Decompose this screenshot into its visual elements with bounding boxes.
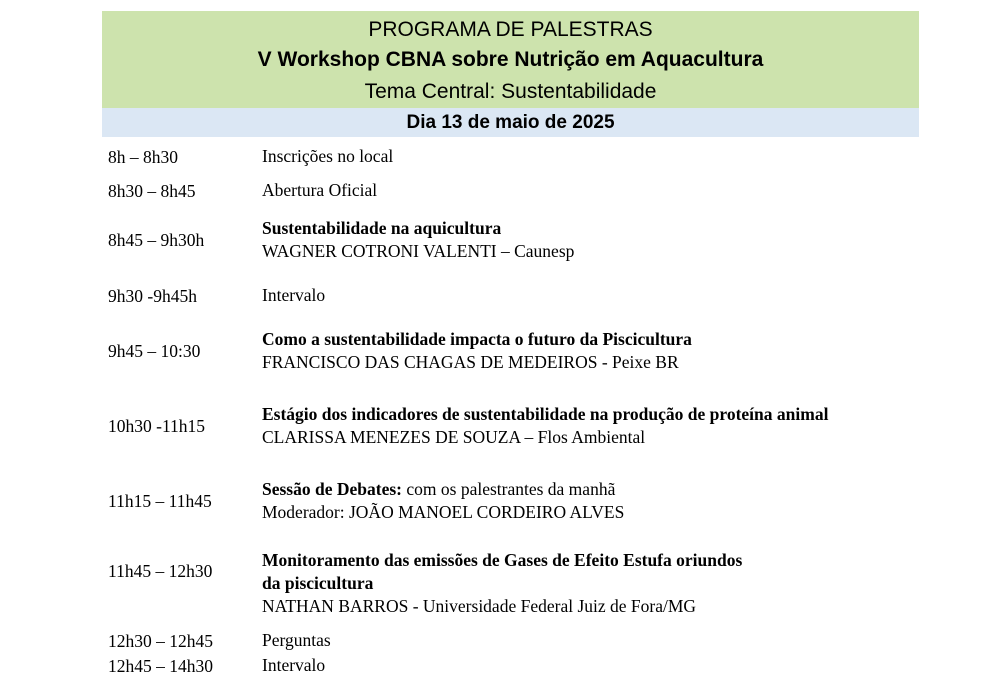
schedule-time: 11h45 – 12h30 <box>108 561 213 581</box>
schedule-item <box>262 549 742 618</box>
day-heading: Dia 13 de maio de 2025 <box>102 108 919 137</box>
speaker: NATHAN BARROS - Universidade Federal Juiz de Fora/MG <box>262 596 697 616</box>
moderator: Moderador: JOÃO MANOEL CORDEIRO ALVES <box>262 502 625 522</box>
talk-title: Estágio dos indicadores de sustentabilidade na produção de proteína animal <box>262 404 829 424</box>
schedule-text: Inscrições no local <box>262 146 394 166</box>
speaker: WAGNER COTRONI VALENTI – Caunesp <box>262 241 575 261</box>
talk-title: Monitoramento das emissões de Gases de Efeito Estufa oriundos <box>262 550 743 570</box>
talk-title: Sustentabilidade na aquicultura <box>262 218 502 238</box>
program-header <box>102 11 919 108</box>
schedule-time: 8h45 – 9h30h <box>108 230 205 250</box>
schedule-time: 9h45 – 10:30 <box>108 341 201 361</box>
schedule-time: 12h30 – 12h45 <box>108 631 213 651</box>
program-title: PROGRAMA DE PALESTRAS <box>368 18 653 41</box>
schedule-item <box>262 284 325 307</box>
schedule-text: Intervalo <box>262 285 326 305</box>
schedule-item <box>262 217 574 263</box>
schedule-text: Abertura Oficial <box>262 180 378 200</box>
schedule-item <box>262 478 624 524</box>
event-title: V Workshop CBNA sobre Nutrição em Aquacultura <box>257 48 764 71</box>
schedule-time: 8h – 8h30 <box>108 147 178 167</box>
talk-title: Como a sustentabilidade impacta o futuro da Piscicultura <box>262 329 692 349</box>
schedule-item <box>262 328 692 374</box>
session-subtitle: com os palestrantes da manhã <box>402 479 616 499</box>
talk-title-continued: da piscicultura <box>262 573 374 593</box>
schedule-text: Perguntas <box>262 630 331 650</box>
schedule-item <box>262 145 393 168</box>
session-title: Sessão de Debates: <box>262 479 402 499</box>
schedule-item <box>262 629 331 652</box>
schedule-time: 11h15 – 11h45 <box>108 491 212 511</box>
speaker: CLARISSA MENEZES DE SOUZA – Flos Ambiental <box>262 427 646 447</box>
schedule-time: 10h30 -11h15 <box>108 416 206 436</box>
schedule-time: 9h30 -9h45h <box>108 286 197 306</box>
schedule-item <box>262 403 828 449</box>
schedule-item <box>262 654 325 677</box>
schedule-time: 8h30 – 8h45 <box>108 181 196 201</box>
schedule-item <box>262 179 377 202</box>
event-theme: Tema Central: Sustentabilidade <box>364 80 657 103</box>
schedule-time: 12h45 – 14h30 <box>108 656 213 676</box>
schedule-text: Intervalo <box>262 655 326 675</box>
speaker: FRANCISCO DAS CHAGAS DE MEDEIROS - Peixe BR <box>262 352 679 372</box>
